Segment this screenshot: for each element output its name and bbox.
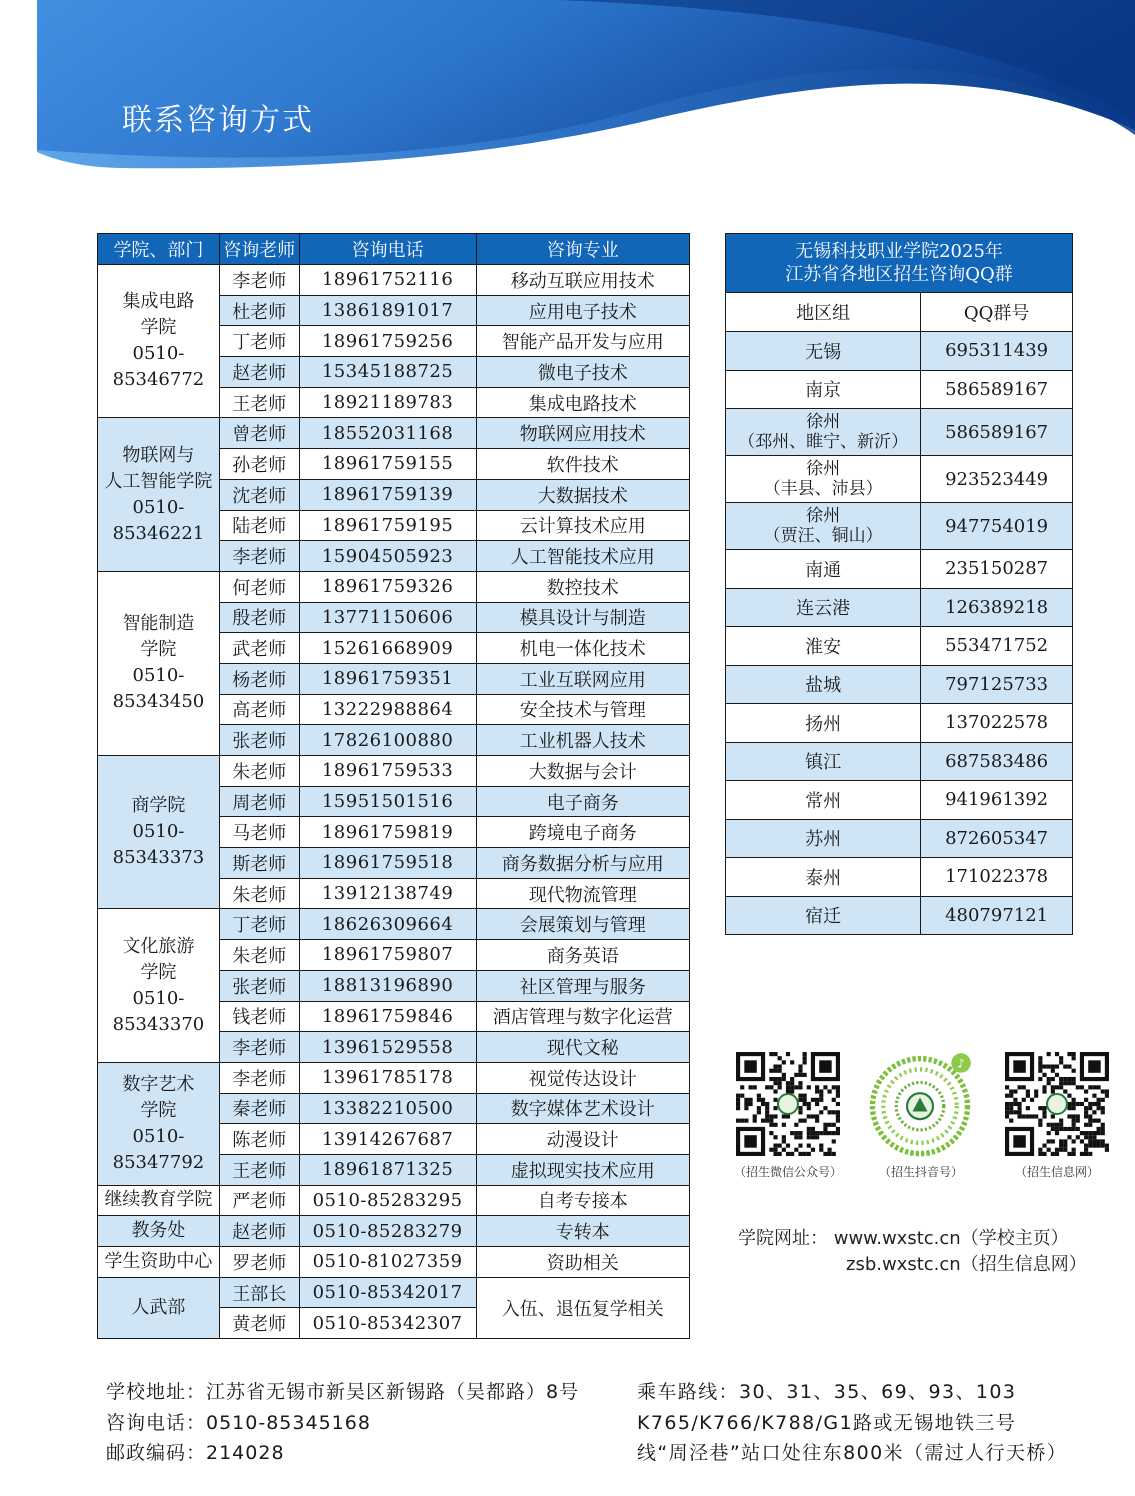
major-cell: 机电一体化技术 — [476, 633, 689, 664]
table-row — [98, 418, 690, 449]
dept-cell — [98, 909, 220, 1062]
qq-region-sub: （丰县、沛县） — [763, 479, 883, 499]
phone-cell: 0510-85283295 — [299, 1185, 476, 1216]
qr-label-douyin: （招生抖音号） — [878, 1165, 963, 1179]
qq-row — [726, 456, 1073, 503]
qq-number-cell: 553471752 — [921, 627, 1073, 666]
qq-number-cell: 695311439 — [921, 332, 1073, 371]
dept-line: 85346221 — [112, 522, 205, 544]
teacher-cell: 钱老师 — [219, 1001, 299, 1032]
dept-line: 0510- — [132, 496, 185, 518]
major-cell: 跨境电子商务 — [476, 817, 689, 848]
dept-line: 集成电路 — [122, 291, 195, 313]
footer-route-line3: 线“周泾巷”站口处往东800米（需过人行天桥） — [637, 1442, 1068, 1464]
qq-row — [726, 627, 1073, 666]
major-cell: 模具设计与制造 — [476, 602, 689, 633]
dept-line: 物联网与 — [122, 444, 195, 466]
table-row — [98, 1277, 690, 1308]
major-cell: 动漫设计 — [476, 1124, 689, 1155]
header-banner — [0, 0, 1135, 200]
qq-table-title — [726, 234, 1073, 293]
qq-row — [726, 588, 1073, 627]
dept-line: 85343370 — [112, 1013, 205, 1035]
page-title: 联系咨询方式 — [122, 103, 314, 138]
phone-cell: 18961871325 — [299, 1154, 476, 1185]
teacher-cell: 武老师 — [219, 633, 299, 664]
dept-cell — [98, 571, 220, 755]
dept-cell — [98, 1062, 220, 1185]
phone-cell: 13861891017 — [299, 295, 476, 326]
major-cell: 工业机器人技术 — [476, 725, 689, 756]
phone-cell: 17826100880 — [299, 725, 476, 756]
teacher-cell: 殷老师 — [219, 602, 299, 633]
major-cell: 大数据与会计 — [476, 756, 689, 787]
major-cell: 视觉传达设计 — [476, 1062, 689, 1093]
qq-region-cell — [726, 456, 921, 503]
qq-region-cell — [726, 503, 921, 550]
qq-region-name: 徐州 — [806, 506, 841, 526]
qq-region-cell: 无锡 — [726, 332, 921, 371]
wechat-qr-icon — [736, 1052, 840, 1156]
phone-cell: 18961759846 — [299, 1001, 476, 1032]
dept-line: 人武部 — [131, 1296, 186, 1318]
phone-cell: 15261668909 — [299, 633, 476, 664]
teacher-cell: 黄老师 — [219, 1308, 299, 1339]
major-cell: 酒店管理与数字化运营 — [476, 1001, 689, 1032]
phone-cell: 0510-85342017 — [299, 1277, 476, 1308]
qq-region-cell — [726, 409, 921, 456]
teacher-cell: 罗老师 — [219, 1247, 299, 1278]
qq-number-cell: 586589167 — [921, 409, 1073, 456]
major-cell: 会展策划与管理 — [476, 909, 689, 940]
phone-cell: 0510-85342307 — [299, 1308, 476, 1339]
svg-text:♪: ♪ — [957, 1056, 965, 1071]
phone-cell: 18961759533 — [299, 756, 476, 787]
col-header-dept: 学院、部门 — [98, 234, 220, 265]
qr-label-wechat: （招生微信公众号） — [733, 1165, 842, 1179]
qq-table-body — [726, 332, 1073, 935]
table-row — [98, 1247, 690, 1278]
major-cell: 移动互联应用技术 — [476, 265, 689, 296]
phone-cell: 15904505923 — [299, 541, 476, 572]
table-row — [98, 1216, 690, 1247]
major-cell: 集成电路技术 — [476, 387, 689, 418]
dept-cell — [98, 265, 220, 418]
phone-cell: 13222988864 — [299, 694, 476, 725]
dept-line: 0510- — [132, 665, 185, 687]
qq-number-cell: 941961392 — [921, 781, 1073, 820]
dept-line: 85343450 — [112, 691, 205, 713]
qq-region-cell: 连云港 — [726, 588, 921, 627]
col-header-phone: 咨询电话 — [299, 234, 476, 265]
major-cell: 现代物流管理 — [476, 878, 689, 909]
dept-line: 0510- — [132, 821, 185, 843]
phone-cell: 18961752116 — [299, 265, 476, 296]
col-header-major: 咨询专业 — [476, 234, 689, 265]
teacher-cell: 李老师 — [219, 541, 299, 572]
phone-cell: 18626309664 — [299, 909, 476, 940]
teacher-cell: 孙老师 — [219, 449, 299, 480]
qq-region-cell: 泰州 — [726, 858, 921, 897]
phone-cell: 18961759139 — [299, 479, 476, 510]
major-cell: 物联网应用技术 — [476, 418, 689, 449]
qq-row — [726, 858, 1073, 897]
teacher-cell: 王部长 — [219, 1277, 299, 1308]
phone-cell: 13771150606 — [299, 602, 476, 633]
qq-region-cell: 镇江 — [726, 742, 921, 781]
phone-cell: 13912138749 — [299, 878, 476, 909]
teacher-cell: 秦老师 — [219, 1093, 299, 1124]
teacher-cell: 李老师 — [219, 1062, 299, 1093]
qq-region-cell: 扬州 — [726, 704, 921, 743]
dept-line: 85347792 — [112, 1151, 205, 1173]
teacher-cell: 赵老师 — [219, 1216, 299, 1247]
dept-line: 继续教育学院 — [104, 1189, 213, 1211]
dept-line: 数字艺术 — [122, 1073, 195, 1095]
phone-cell: 13914267687 — [299, 1124, 476, 1155]
teacher-cell: 李老师 — [219, 265, 299, 296]
phone-cell: 13961529558 — [299, 1032, 476, 1063]
qq-number-cell: 797125733 — [921, 665, 1073, 704]
qq-header-row — [726, 293, 1073, 332]
teacher-cell: 陆老师 — [219, 510, 299, 541]
phone-cell: 13382210500 — [299, 1093, 476, 1124]
major-cell: 自考专接本 — [476, 1185, 689, 1216]
qq-title-line1: 无锡科技职业学院2025年 — [795, 241, 1003, 262]
qq-region-cell: 苏州 — [726, 819, 921, 858]
teacher-cell: 马老师 — [219, 817, 299, 848]
major-cell: 软件技术 — [476, 449, 689, 480]
website-info — [738, 1226, 1087, 1278]
major-cell: 社区管理与服务 — [476, 970, 689, 1001]
website-qr-icon — [1005, 1052, 1109, 1156]
dept-line: 教务处 — [131, 1220, 186, 1242]
phone-cell: 15951501516 — [299, 786, 476, 817]
dept-cell — [98, 1277, 220, 1338]
major-cell: 微电子技术 — [476, 357, 689, 388]
qq-number-cell: 923523449 — [921, 456, 1073, 503]
dept-line: 学院 — [140, 317, 177, 339]
phone-cell: 18961759819 — [299, 817, 476, 848]
teacher-cell: 沈老师 — [219, 479, 299, 510]
phone-cell: 15345188725 — [299, 357, 476, 388]
phone-cell: 13961785178 — [299, 1062, 476, 1093]
teacher-cell: 王老师 — [219, 387, 299, 418]
dept-line: 学生资助中心 — [104, 1250, 213, 1272]
teacher-cell: 严老师 — [219, 1185, 299, 1216]
dept-cell — [98, 1247, 220, 1278]
table-row — [98, 265, 690, 296]
contact-table — [97, 233, 690, 1339]
footer-address: 学校地址：江苏省无锡市新吴区新锡路（吴都路）8号 — [106, 1381, 580, 1403]
qq-region-cell: 淮安 — [726, 627, 921, 666]
phone-cell: 18961759351 — [299, 663, 476, 694]
teacher-cell: 丁老师 — [219, 909, 299, 940]
qq-number-cell: 480797121 — [921, 896, 1073, 935]
teacher-cell: 赵老师 — [219, 357, 299, 388]
qq-row — [726, 409, 1073, 456]
dept-cell — [98, 418, 220, 571]
phone-cell: 18961759807 — [299, 940, 476, 971]
dept-line: 0510- — [132, 343, 185, 365]
douyin-qr-icon — [866, 1050, 974, 1158]
qq-region-name: 徐州 — [806, 459, 841, 479]
major-cell: 入伍、退伍复学相关 — [476, 1277, 689, 1338]
table-row — [98, 756, 690, 787]
dept-cell — [98, 1216, 220, 1247]
dept-line: 学院 — [140, 639, 177, 661]
table-row — [98, 571, 690, 602]
qq-row — [726, 665, 1073, 704]
teacher-cell: 陈老师 — [219, 1124, 299, 1155]
phone-cell: 18961759256 — [299, 326, 476, 357]
qq-row — [726, 503, 1073, 550]
teacher-cell: 朱老师 — [219, 878, 299, 909]
website-main-link[interactable]: 学院网址： www.wxstc.cn（学校主页） — [738, 1228, 1069, 1249]
qr-label-website: （招生信息网） — [1014, 1165, 1099, 1179]
major-cell: 数控技术 — [476, 571, 689, 602]
qq-region-cell: 南通 — [726, 550, 921, 589]
teacher-cell: 王老师 — [219, 1154, 299, 1185]
qq-row — [726, 781, 1073, 820]
qq-row — [726, 332, 1073, 371]
qq-number-cell: 137022578 — [921, 704, 1073, 743]
major-cell: 应用电子技术 — [476, 295, 689, 326]
major-cell: 现代文秘 — [476, 1032, 689, 1063]
teacher-cell: 张老师 — [219, 725, 299, 756]
footer-contact — [106, 1377, 579, 1469]
teacher-cell: 周老师 — [219, 786, 299, 817]
dept-line: 85343373 — [112, 847, 205, 869]
teacher-cell: 杨老师 — [219, 663, 299, 694]
qq-title-line2: 江苏省各地区招生咨询QQ群 — [785, 264, 1013, 285]
footer-postcode: 邮政编码：214028 — [106, 1442, 285, 1464]
major-cell: 资助相关 — [476, 1247, 689, 1278]
qq-region-cell: 盐城 — [726, 665, 921, 704]
phone-cell: 18552031168 — [299, 418, 476, 449]
phone-cell: 0510-81027359 — [299, 1247, 476, 1278]
footer-route-line1: 乘车路线：30、31、35、69、93、103 — [637, 1381, 1017, 1403]
qq-col-region: 地区组 — [726, 293, 921, 332]
qq-number-cell: 687583486 — [921, 742, 1073, 781]
phone-cell: 18961759326 — [299, 571, 476, 602]
qq-row — [726, 550, 1073, 589]
teacher-cell: 张老师 — [219, 970, 299, 1001]
phone-cell: 18961759155 — [299, 449, 476, 480]
dept-line: 商学院 — [131, 795, 186, 817]
dept-line: 学院 — [140, 1099, 177, 1121]
qq-region-name: 徐州 — [806, 412, 841, 432]
table-row — [98, 1062, 690, 1093]
footer-route-line2: K765/K766/K788/G1路或无锡地铁三号 — [637, 1411, 1017, 1434]
teacher-cell: 曾老师 — [219, 418, 299, 449]
dept-line: 0510- — [132, 987, 185, 1009]
major-cell: 数字媒体艺术设计 — [476, 1093, 689, 1124]
phone-cell: 18961759518 — [299, 848, 476, 879]
footer-phone: 咨询电话：0510-85345168 — [106, 1411, 371, 1434]
col-header-teacher: 咨询老师 — [219, 234, 299, 265]
teacher-cell: 杜老师 — [219, 295, 299, 326]
phone-cell: 18921189783 — [299, 387, 476, 418]
qq-number-cell: 126389218 — [921, 588, 1073, 627]
major-cell: 人工智能技术应用 — [476, 541, 689, 572]
teacher-cell: 丁老师 — [219, 326, 299, 357]
phone-cell: 18813196890 — [299, 970, 476, 1001]
qq-col-number: QQ群号 — [921, 293, 1073, 332]
phone-cell: 18961759195 — [299, 510, 476, 541]
qq-number-cell: 947754019 — [921, 503, 1073, 550]
phone-cell: 0510-85283279 — [299, 1216, 476, 1247]
major-cell: 智能产品开发与应用 — [476, 326, 689, 357]
table-row — [98, 909, 690, 940]
dept-line: 0510- — [132, 1125, 185, 1147]
qq-number-cell: 586589167 — [921, 370, 1073, 409]
major-cell: 大数据技术 — [476, 479, 689, 510]
qq-number-cell: 235150287 — [921, 550, 1073, 589]
qq-region-cell: 常州 — [726, 781, 921, 820]
teacher-cell: 斯老师 — [219, 848, 299, 879]
teacher-cell: 高老师 — [219, 694, 299, 725]
major-cell: 专转本 — [476, 1216, 689, 1247]
table-header-row — [98, 234, 690, 265]
qq-row — [726, 896, 1073, 935]
qq-number-cell: 171022378 — [921, 858, 1073, 897]
qq-row — [726, 819, 1073, 858]
teacher-cell: 朱老师 — [219, 940, 299, 971]
teacher-cell: 李老师 — [219, 1032, 299, 1063]
dept-line: 智能制造 — [122, 613, 195, 635]
dept-line: 人工智能学院 — [104, 470, 213, 492]
major-cell: 商务英语 — [476, 940, 689, 971]
major-cell: 云计算技术应用 — [476, 510, 689, 541]
qq-number-cell: 872605347 — [921, 819, 1073, 858]
major-cell: 安全技术与管理 — [476, 694, 689, 725]
qq-region-sub: （贾汪、铜山） — [763, 526, 883, 546]
dept-line: 文化旅游 — [122, 935, 195, 957]
major-cell: 工业互联网应用 — [476, 663, 689, 694]
teacher-cell: 何老师 — [219, 571, 299, 602]
qq-row — [726, 370, 1073, 409]
qq-group-table — [725, 233, 1073, 935]
qq-region-cell: 南京 — [726, 370, 921, 409]
qq-row — [726, 742, 1073, 781]
footer-route — [637, 1377, 1087, 1469]
qq-row — [726, 704, 1073, 743]
dept-cell — [98, 756, 220, 909]
major-cell: 商务数据分析与应用 — [476, 848, 689, 879]
dept-cell — [98, 1185, 220, 1216]
major-cell: 虚拟现实技术应用 — [476, 1154, 689, 1185]
teacher-cell: 朱老师 — [219, 756, 299, 787]
qq-region-sub: （邳州、睢宁、新沂） — [738, 432, 909, 452]
dept-line: 85346772 — [112, 369, 205, 391]
table-row — [98, 1185, 690, 1216]
major-cell: 电子商务 — [476, 786, 689, 817]
qq-region-cell: 宿迁 — [726, 896, 921, 935]
contact-table-body — [98, 265, 690, 1339]
dept-line: 学院 — [140, 961, 177, 983]
website-admission-link[interactable]: zsb.wxstc.cn（招生信息网） — [846, 1254, 1087, 1275]
